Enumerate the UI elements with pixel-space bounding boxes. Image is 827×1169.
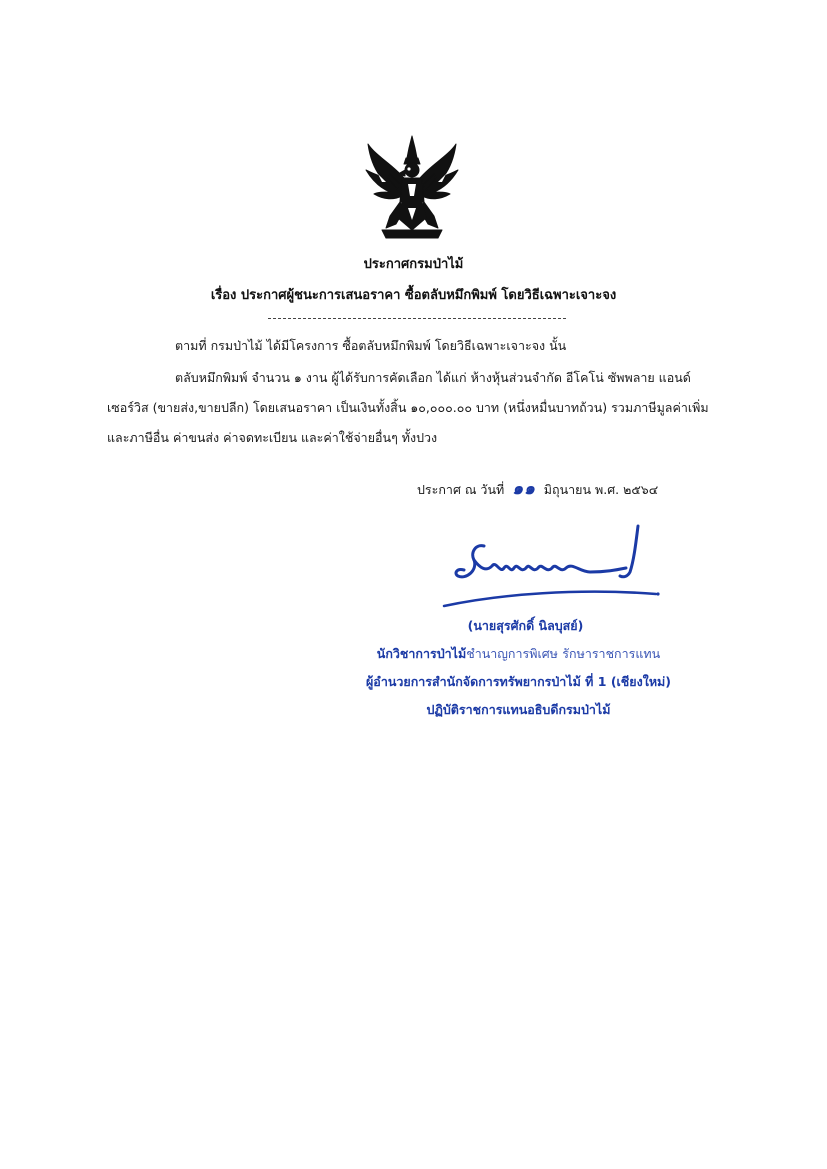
announce-day: ๑๑ [512, 479, 536, 499]
paragraph-line-2: ตลับหมึกพิมพ์ จำนวน ๑ งาน ผู้ได้รับการคัดเลือก ได้แก่ ห้างหุ้นส่วนจำกัด อีโคโน่ ซัพพลาย แอนด์ [175, 370, 691, 385]
signatory-office: ผู้อำนวยการสำนักจัดการทรัพยากรป่าไม้ ที่ 1 (เชียงใหม่) [365, 674, 672, 689]
signatory-block [356, 618, 681, 730]
signatory-name: (นายสุรศักดิ์ นิลบุสย์) [467, 618, 584, 633]
announce-prefix: ประกาศ ณ วันที่ [417, 482, 505, 497]
signatory-position [356, 646, 681, 662]
position-acting: รักษาราชการแทน [562, 646, 661, 661]
signatory-on-behalf: ปฏิบัติราชการแทนอธิบดีกรมป่าไม้ [426, 702, 611, 717]
position-main: นักวิชาการป่าไม้ [376, 646, 467, 661]
document-title: ประกาศกรมป่าไม้ [363, 257, 464, 272]
position-level: ชำนาญการพิเศษ [466, 646, 558, 661]
garuda-emblem-icon [364, 134, 460, 246]
document-subject: เรื่อง ประกาศผู้ชนะการเสนอราคา ซื้อตลับหมึกพิมพ์ โดยวิธีเฉพาะเจาะจง [210, 288, 617, 303]
title-separator [268, 318, 566, 319]
paragraph-line-1: ตามที่ กรมป่าไม้ ได้มีโครงการ ซื้อตลับหมึกพิมพ์ โดยวิธีเฉพาะเจาะจง นั้น [175, 338, 567, 353]
paragraph-line-3: เซอร์วิส (ขายส่ง,ขายปลีก) โดยเสนอราคา เป็นเงินทั้งสิ้น ๑๐,๐๐๐.๐๐ บาท (หนึ่งหมื่นบาทถ้วน) รวมภาษีมูลค่าเพิ่ม [107, 400, 709, 415]
paragraph-line-4: และภาษีอื่น ค่าขนส่ง ค่าจดทะเบียน และค่าใช้จ่ายอื่นๆ ทั้งปวง [107, 430, 438, 445]
announcement-date [417, 479, 658, 500]
announce-suffix: มิถุนายน พ.ศ. ๒๕๖๔ [543, 482, 659, 497]
signature-image [440, 522, 665, 614]
